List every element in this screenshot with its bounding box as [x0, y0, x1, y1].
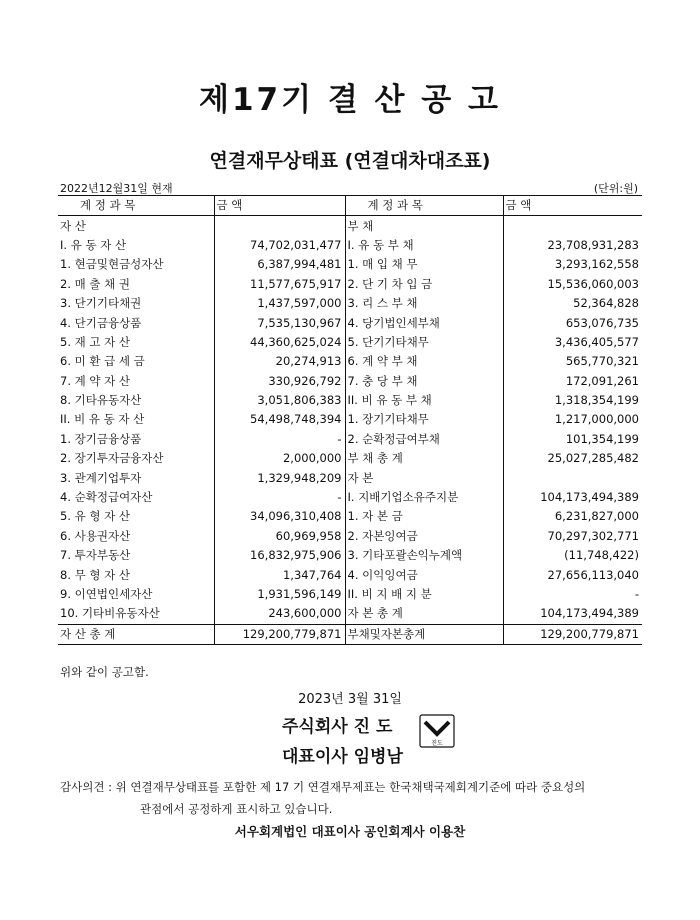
right-amount-cell: 104,173,494,389	[503, 604, 642, 624]
left-amount-cell: -	[214, 430, 345, 449]
right-item-cell: 부 채	[345, 216, 503, 236]
right-amount-cell: 104,173,494,389	[503, 488, 642, 507]
right-item-cell: 4. 당기법인세부채	[345, 313, 503, 332]
as-of-date: 2022년12월31일 현재	[60, 182, 173, 195]
right-item-cell: 6. 계 약 부 채	[345, 352, 503, 371]
right-item-cell: 자 본 총 계	[345, 604, 503, 624]
left-amount-cell: 1,931,596,149	[214, 585, 345, 604]
table-row	[58, 372, 642, 391]
left-item-cell: 3. 관계기업투자	[60, 470, 142, 485]
left-amount-cell: 16,832,975,906	[214, 546, 345, 565]
right-amount-cell: 3,436,405,577	[503, 333, 642, 352]
auditor-signature: 서우회계법인 대표이사 공인회계사 이용찬	[234, 824, 466, 839]
right-item-cell: 1. 자 본 금	[345, 507, 503, 526]
left-item-cell: I. 유 동 자 산	[60, 237, 127, 252]
table-row	[58, 410, 642, 429]
left-amount-cell: 34,096,310,408	[214, 507, 345, 526]
table-row	[58, 430, 642, 449]
footnote: 위와 같이 공고함.	[60, 665, 149, 679]
right-amount-cell	[503, 468, 642, 487]
left-item-cell: 6. 사용권자산	[60, 528, 131, 543]
left-amount-cell: 2,000,000	[214, 449, 345, 468]
left-item-cell: II. 비 유 동 자 산	[60, 412, 145, 427]
table-row	[58, 449, 642, 468]
table-row	[58, 507, 642, 526]
right-amount-cell: 27,656,113,040	[503, 565, 642, 584]
right-amount-cell: -	[503, 585, 642, 604]
audit-line-2: 관점에서 공정하게 표시하고 있습니다.	[140, 802, 333, 816]
left-item-cell: 자 산 총 계	[58, 624, 214, 644]
table-row	[58, 255, 642, 274]
audit-text-1: 위 연결재무상태표를 포함한 제 17 기 연결재무제표는 한국채택국제회계기준에 따라 중요성의	[115, 780, 586, 794]
right-item-cell: 4. 이익잉여금	[345, 565, 503, 584]
table-row	[58, 313, 642, 332]
right-item-cell: 3. 기타포괄손익누계액	[345, 546, 503, 565]
right-amount-cell: 1,318,354,199	[503, 391, 642, 410]
right-item-cell: 자 본	[345, 468, 503, 487]
left-amount-cell: 3,051,806,383	[214, 391, 345, 410]
company-name: 주식회사 진 도	[282, 717, 393, 737]
table-row	[58, 565, 642, 584]
right-item-cell: 3. 리 스 부 채	[345, 294, 503, 313]
header-left-item-text: 계 정 과 목	[80, 198, 136, 213]
audit-label: 감사의견 :	[60, 780, 112, 794]
right-item-cell: I. 유 동 부 채	[345, 236, 503, 255]
left-item-cell: 9. 이연법인세자산	[60, 587, 153, 601]
table-row	[58, 294, 642, 313]
left-item-cell: 2. 장기투자금융자산	[60, 451, 164, 466]
left-item-cell: 자 산	[60, 218, 86, 233]
left-item-cell: 7. 투자부동산	[60, 548, 131, 563]
left-amount-cell: 44,360,625,024	[214, 333, 345, 352]
table-row	[58, 352, 642, 371]
left-amount-cell: 54,498,748,394	[214, 410, 345, 429]
balance-sheet-table	[58, 195, 642, 645]
right-item-cell: I. 지배기업소유주지분	[345, 488, 503, 507]
left-amount-cell: 129,200,779,871	[214, 624, 345, 644]
table-row	[58, 604, 642, 624]
announcement-date: 2023년 3월 31일	[298, 692, 402, 707]
table-row	[58, 216, 642, 236]
left-item-cell: 3. 단기기타채권	[60, 296, 142, 311]
left-amount-cell: 243,600,000	[214, 604, 345, 624]
right-amount-cell	[503, 216, 642, 236]
table-row	[58, 624, 642, 644]
header-left-item	[58, 196, 214, 216]
right-amount-cell: 653,076,735	[503, 313, 642, 332]
left-amount-cell: 1,329,948,209	[214, 468, 345, 487]
table-row	[58, 527, 642, 546]
left-amount-cell: 74,702,031,477	[214, 236, 345, 255]
right-amount-cell: 52,364,828	[503, 294, 642, 313]
right-item-cell: 7. 충 당 부 채	[345, 372, 503, 391]
right-item-cell: 부채및자본총계	[345, 624, 503, 644]
right-amount-cell: 172,091,261	[503, 372, 642, 391]
right-amount-cell: 23,708,931,283	[503, 236, 642, 255]
right-item-cell: 부 채 총 계	[345, 449, 503, 468]
header-right-item	[345, 196, 503, 216]
company-seal-icon	[419, 714, 455, 748]
right-item-cell: 5. 단기기타채무	[345, 333, 503, 352]
right-amount-cell: 6,231,827,000	[503, 507, 642, 526]
left-amount-cell: 1,437,597,000	[214, 294, 345, 313]
header-right-item-text: 계 정 과 목	[367, 198, 423, 213]
right-item-cell: II. 비 지 배 지 분	[345, 585, 503, 604]
right-item-cell: II. 비 유 동 부 채	[345, 391, 503, 410]
table-row	[58, 585, 642, 604]
table-row	[58, 333, 642, 352]
right-amount-cell: 129,200,779,871	[503, 624, 642, 644]
table-row	[58, 236, 642, 255]
right-item-cell: 2. 순확정급여부채	[345, 430, 503, 449]
left-item-cell: 8. 무 형 자 산	[60, 567, 131, 582]
right-amount-cell: 1,217,000,000	[503, 410, 642, 429]
left-amount-cell: 60,969,958	[214, 527, 345, 546]
left-item-cell: 7. 계 약 자 산	[60, 373, 131, 388]
left-amount-cell: 1,347,764	[214, 565, 345, 584]
audit-line-1	[60, 776, 660, 798]
left-amount-cell: 20,274,913	[214, 352, 345, 371]
left-amount-cell: 7,535,130,967	[214, 313, 345, 332]
left-amount-cell: -	[214, 488, 345, 507]
left-amount-cell: 6,387,994,481	[214, 255, 345, 274]
header-right-amount: 금 액	[503, 196, 642, 216]
right-item-cell: 1. 매 입 채 무	[345, 255, 503, 274]
left-amount-cell: 330,926,792	[214, 372, 345, 391]
right-item-cell: 2. 단 기 차 입 금	[345, 275, 503, 294]
table-row	[58, 488, 642, 507]
right-item-cell: 2. 자본잉여금	[345, 527, 503, 546]
right-amount-cell: 565,770,321	[503, 352, 642, 371]
left-item-cell: 2. 매 출 채 권	[60, 276, 131, 291]
left-amount-cell	[214, 216, 345, 236]
left-item-cell: 8. 기타유동자산	[60, 393, 142, 408]
right-amount-cell: 3,293,162,558	[503, 255, 642, 274]
left-item-cell: 5. 재 고 자 산	[60, 334, 131, 349]
left-item-cell: 4. 단기금융상품	[60, 315, 142, 330]
table-row	[58, 546, 642, 565]
unit-label: (단위:원)	[593, 182, 638, 195]
ceo-name: 대표이사 임병남	[282, 747, 403, 767]
audit-opinion	[60, 776, 660, 820]
balance-sheet-body	[58, 196, 642, 645]
left-item-cell: 10. 기타비유동자산	[60, 606, 160, 621]
left-item-cell: 4. 순확정급여자산	[60, 490, 153, 505]
table-row	[58, 391, 642, 410]
right-amount-cell: 25,027,285,482	[503, 449, 642, 468]
page-title: 제17기 결 산 공 고	[199, 82, 501, 118]
left-item-cell: 1. 현금및현금성자산	[60, 257, 164, 272]
table-header-row	[58, 196, 642, 216]
table-row	[58, 468, 642, 487]
right-amount-cell: 70,297,302,771	[503, 527, 642, 546]
right-amount-cell: 101,354,199	[503, 430, 642, 449]
left-item-cell: 6. 미 환 급 세 금	[60, 354, 145, 369]
statement-subtitle: 연결재무상태표 (연결대차대조표)	[209, 150, 491, 172]
left-item-cell: 5. 유 형 자 산	[60, 509, 131, 524]
seal-text: 진도	[431, 740, 443, 747]
table-row	[58, 275, 642, 294]
left-amount-cell: 11,577,675,917	[214, 275, 345, 294]
right-amount-cell: 15,536,060,003	[503, 275, 642, 294]
right-item-cell: 1. 장기기타채무	[345, 410, 503, 429]
header-left-amount: 금 액	[214, 196, 345, 216]
right-amount-cell: (11,748,422)	[503, 546, 642, 565]
left-item-cell: 1. 장기금융상품	[60, 431, 142, 446]
